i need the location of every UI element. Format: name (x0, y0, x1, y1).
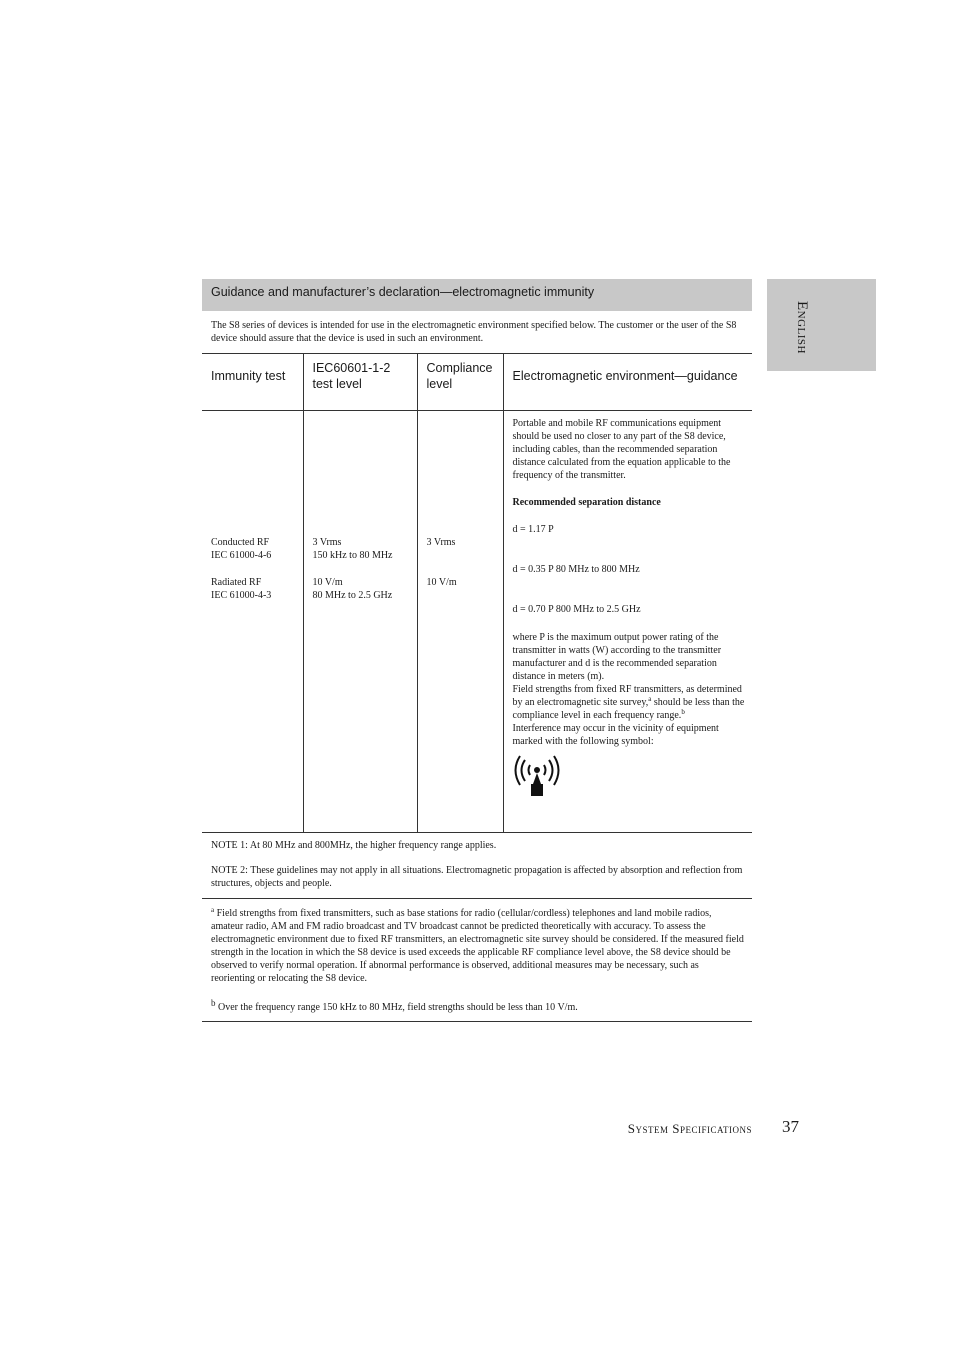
language-tab (767, 279, 876, 371)
conducted-frequency: 150 kHz to 80 MHz (312, 550, 393, 561)
radiated-level: 10 V/m (312, 577, 343, 588)
notes-section (202, 833, 752, 899)
test-level-cell (303, 411, 417, 833)
table-title: Guidance and manufacturer’s declaration—electromagnetic immunity (202, 279, 752, 311)
equation-radiated-high: d = 0.70 P 800 MHz to 2.5 GHz (512, 604, 641, 615)
table-intro: The S8 series of devices is intended for use in the electromagnetic environment specified below. The customer or the user of the S8 device should assure that the device is used in such an environment. (202, 311, 752, 354)
row-radiated-test: Radiated RF (211, 577, 262, 588)
header-immunity-test: Immunity test (202, 354, 303, 411)
compliance-cell (417, 411, 503, 833)
non-ionizing-radiation-icon (513, 754, 561, 798)
immunity-table (202, 354, 752, 833)
footnote-a: $^a$ Field strengths from fixed transmitters, such as base stations for radio (cellular/cordless) telephones and land mobile radios, amateur radio, AM and FM radio broadcast and TV broadcast cannot be predicted theoretically with accuracy. To assess the electromagnetic environment due to fixed RF transmitters, an electromagnetic site survey should be considered. If the measured field strength in the location in which the S8 device is used exceeds the applicable RF compliance level above, the S8 device should be observed to verify normal operation. If abnormal performance is observed, additional measures may be necessary, such as reorienting or relocating the S8 device. (211, 906, 744, 984)
header-row (202, 354, 752, 411)
row-conducted-standard: IEC 61000-4-6 (211, 550, 272, 561)
footer-section-title: System Specifications (627, 1121, 752, 1136)
equation-radiated-low: d = 0.35 P 80 MHz to 800 MHz (512, 564, 640, 575)
row-radiated-standard: IEC 61000-4-3 (211, 590, 272, 601)
field-strength-text: Field strengths from fixed RF transmitters, as determined by an electromagnetic site survey,$^a$ should be less than the compliance level in each frequency range.$^b$ (512, 684, 745, 721)
row-conducted-test: Conducted RF (211, 537, 270, 548)
guidance-cell (503, 411, 752, 833)
guidance-intro: Portable and mobile RF communications equipment should be used no closer to any part of the S8 device, including cables, than the recommended separation distance calculated from the equation applicable to the frequency of the transmitter. (512, 418, 731, 481)
conducted-compliance: 3 Vrms (426, 537, 456, 548)
radiated-frequency: 80 MHz to 2.5 GHz (312, 590, 393, 601)
page-number: 37 (782, 1117, 799, 1136)
header-test-level: IEC60601-1-2 test level (303, 354, 417, 411)
interference-text: Interference may occur in the vicinity of equipment marked with the following symbol: (512, 723, 719, 747)
equation-conducted: d = 1.17 P (512, 524, 554, 535)
footnotes-section (202, 899, 752, 1022)
emc-declaration-table (202, 279, 752, 1022)
immunity-test-cell (202, 411, 303, 833)
table-row (202, 411, 752, 833)
conducted-level: 3 Vrms (312, 537, 342, 548)
header-environment: Electromagnetic environment—guidance (512, 369, 738, 383)
note-1: NOTE 1: At 80 MHz and 800MHz, the higher frequency range applies. (211, 840, 497, 851)
separation-heading: Recommended separation distance (512, 497, 661, 508)
footnote-b: $^b$ Over the frequency range 150 kHz to 80 MHz, field strengths should be less than 10 V/m. (211, 998, 578, 1013)
language-tab-label: English (794, 301, 810, 354)
radiated-compliance: 10 V/m (426, 577, 457, 588)
where-text: where P is the maximum output power rating of the transmitter in watts (W) according to the transmitter manufacturer and d is the recommended separation distance in meters (m). (512, 632, 722, 682)
header-compliance: Compliance level (417, 354, 503, 411)
note-2: NOTE 2: These guidelines may not apply in all situations. Electromagnetic propagation is affected by absorption and reflection from structures, objects and people. (211, 865, 743, 889)
